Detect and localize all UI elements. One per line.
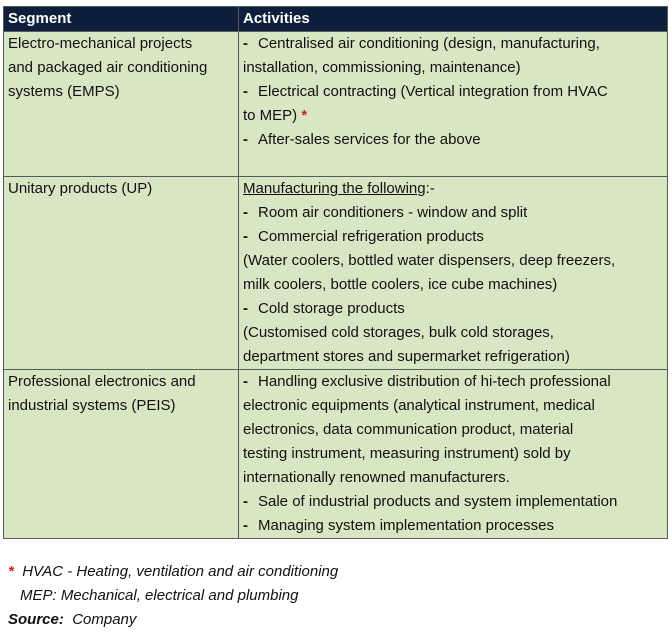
source-value: Company — [72, 611, 137, 628]
activities-cell — [239, 370, 668, 539]
activity-line: electronics, data communication product, material — [243, 421, 574, 438]
table-row — [4, 370, 668, 539]
source-label: Source: — [8, 611, 64, 628]
footnotes — [8, 560, 338, 632]
activities-cell — [239, 32, 668, 177]
activity-line: electronic equipments (analytical instrument, medical — [243, 397, 595, 414]
activity-heading: Manufacturing the following:- — [243, 180, 435, 197]
activity-line: - Sale of industrial products and system implementation — [243, 490, 663, 514]
segment-cell — [4, 177, 239, 370]
bullet-marker: - — [243, 35, 248, 52]
source-line — [8, 608, 338, 632]
activity-line: - Centralised air conditioning (design, manufacturing, — [243, 32, 663, 56]
bullet-marker: - — [243, 131, 248, 148]
activity-line: - Cold storage products — [243, 297, 663, 321]
activity-line: - Electrical contracting (Vertical integration from HVAC — [243, 80, 663, 104]
activity-line: (Customised cold storages, bulk cold storages, — [243, 324, 554, 341]
activity-line: - Commercial refrigeration products — [243, 225, 663, 249]
activity-line: testing instrument, measuring instrument) sold by — [243, 445, 571, 462]
bullet-marker: - — [243, 228, 248, 245]
segment-cell — [4, 370, 239, 539]
footnote-star: * — [301, 107, 308, 124]
segment-text: systems (EMPS) — [8, 83, 120, 100]
segment-cell — [4, 32, 239, 177]
bullet-marker: - — [243, 300, 248, 317]
header-segment: Segment — [4, 7, 239, 32]
activity-line: internationally renowned manufacturers. — [243, 469, 510, 486]
footnote-mep: MEP: Mechanical, electrical and plumbing — [20, 587, 299, 604]
bullet-marker: - — [243, 83, 248, 100]
segment-text: Unitary products (UP) — [8, 180, 153, 197]
segment-activities-table — [3, 6, 668, 539]
header-activities: Activities — [239, 7, 668, 32]
footnote-star: * — [8, 563, 14, 580]
bullet-marker: - — [243, 373, 248, 390]
bullet-marker: - — [243, 204, 248, 221]
activity-line: - Managing system implementation processes — [243, 514, 663, 538]
bullet-marker: - — [243, 517, 248, 534]
activity-line: - After-sales services for the above — [243, 128, 663, 152]
table-row — [4, 32, 668, 177]
segment-text: Electro-mechanical projects — [8, 35, 193, 52]
activities-cell — [239, 177, 668, 370]
activity-line: (Water coolers, bottled water dispensers, deep freezers, — [243, 252, 616, 269]
segment-text: Professional electronics and — [8, 373, 196, 390]
activity-line: to MEP) * — [243, 107, 308, 124]
activity-line: milk coolers, bottle coolers, ice cube machines) — [243, 276, 558, 293]
activity-line: - Handling exclusive distribution of hi-tech professional — [243, 370, 663, 394]
segment-text: and packaged air conditioning — [8, 59, 208, 76]
header-row — [4, 7, 668, 32]
bullet-marker: - — [243, 493, 248, 510]
activity-line: department stores and supermarket refrigeration) — [243, 348, 570, 365]
footnote-hvac: * HVAC - Heating, ventilation and air conditioning — [8, 563, 339, 580]
activity-line: installation, commissioning, maintenance) — [243, 59, 521, 76]
activity-line: - Room air conditioners - window and split — [243, 201, 663, 225]
segment-text: industrial systems (PEIS) — [8, 397, 176, 414]
table-row — [4, 177, 668, 370]
